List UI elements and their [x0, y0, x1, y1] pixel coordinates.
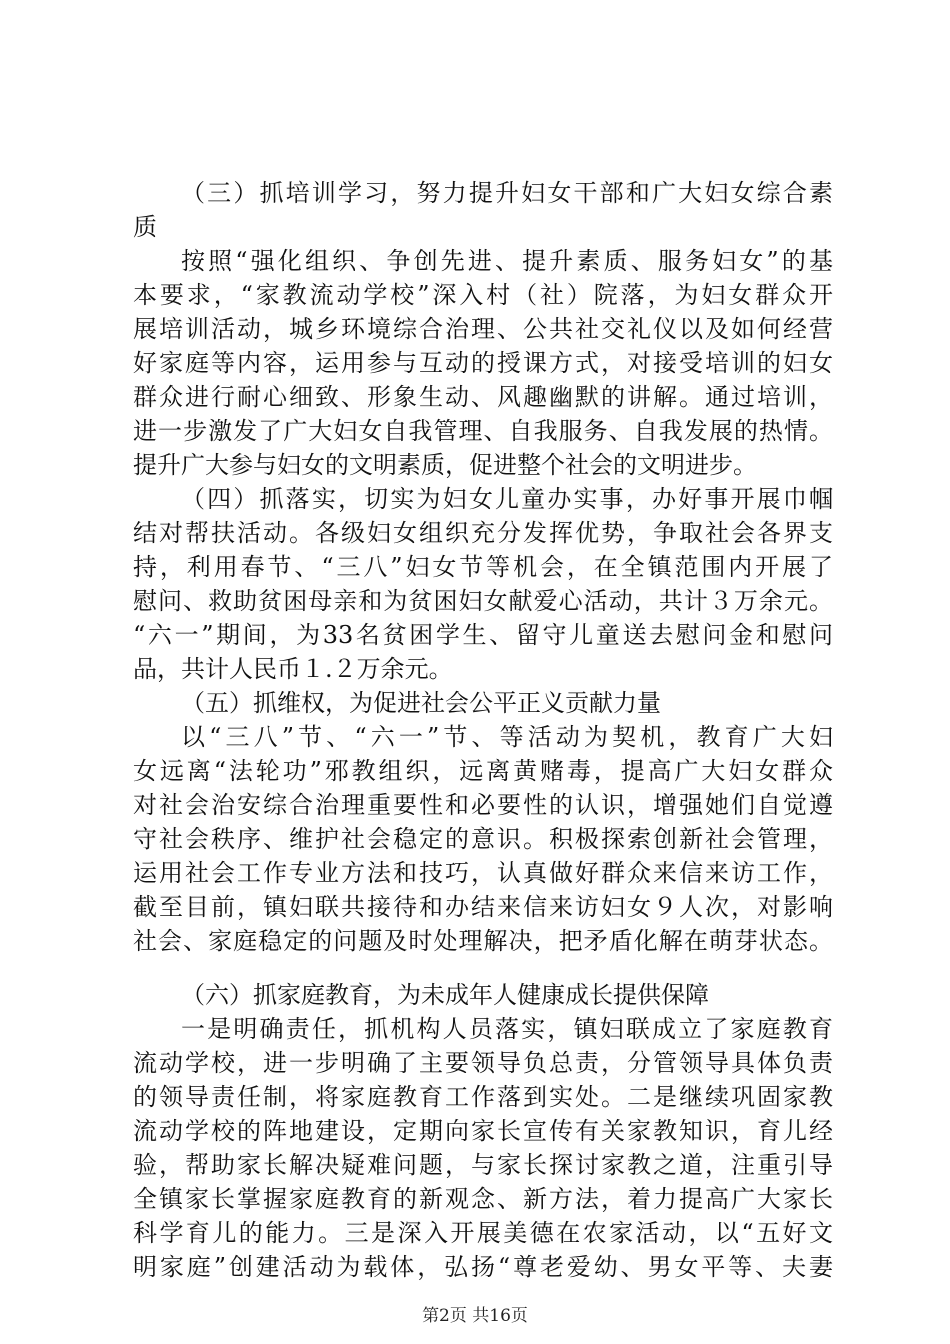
- paragraph-line: 社会、家庭稳定的问题及时处理解决，把矛盾化解在萌芽状态。: [133, 927, 833, 955]
- page-footer: 第2页 共16页: [422, 1306, 528, 1326]
- paragraph-line: 一是明确责任，抓机构人员落实，镇妇联成立了家庭教育: [181, 1015, 833, 1043]
- paragraph-line: 的领导责任制，将家庭教育工作落到实处。二是继续巩固家教: [133, 1083, 833, 1111]
- heading-section-3: （三）抓培训学习，努力提升妇女干部和广大妇女综合素: [181, 179, 833, 207]
- paragraph-line: 持，利用春节、“三八”妇女节等机会，在全镇范围内开展了: [133, 553, 833, 581]
- paragraph-line: 全镇家长掌握家庭教育的新观念、新方法，着力提高广大家长: [133, 1185, 833, 1213]
- paragraph-line: 守社会秩序、维护社会稳定的意识。积极探索创新社会管理，: [133, 825, 833, 853]
- paragraph-line: 好家庭等内容，运用参与互动的授课方式，对接受培训的妇女: [133, 349, 833, 377]
- paragraph-line: 流动学校的阵地建设，定期向家长宣传有关家教知识，育儿经: [133, 1117, 833, 1145]
- paragraph-line: 按照“强化组织、争创先进、提升素质、服务妇女”的基: [181, 247, 833, 275]
- paragraph-line: 群众进行耐心细致、形象生动、风趣幽默的讲解。通过培训，: [133, 383, 833, 411]
- heading-section-3-cont: 质: [133, 213, 157, 241]
- paragraph-line: 女远离“法轮功”邪教组织，远离黄赌毒，提高广大妇女群众: [133, 757, 833, 785]
- paragraph-line: 运用社会工作专业方法和技巧，认真做好群众来信来访工作，: [133, 859, 833, 887]
- paragraph-line: 慰问、救助贫困母亲和为贫困妇女献爱心活动，共计３万余元。: [133, 587, 833, 615]
- heading-section-6: （六）抓家庭教育，为未成年人健康成长提供保障: [181, 981, 709, 1009]
- paragraph-line: 品，共计人民币１.２万余元。: [133, 655, 453, 683]
- paragraph-line: 进一步激发了广大妇女自我管理、自我服务、自我发展的热情。: [133, 417, 833, 445]
- paragraph-line: 以“三八”节、“六一”节、等活动为契机，教育广大妇: [181, 723, 833, 751]
- paragraph-line: 明家庭”创建活动为载体，弘扬“尊老爱幼、男女平等、夫妻: [133, 1253, 833, 1281]
- paragraph-line: 对社会治安综合治理重要性和必要性的认识，增强她们自觉遵: [133, 791, 833, 819]
- paragraph-line: 展培训活动，城乡环境综合治理、公共社交礼仪以及如何经营: [133, 315, 833, 343]
- paragraph-line: 截至目前，镇妇联共接待和办结来信来访妇女９人次，对影响: [133, 893, 833, 921]
- paragraph-line: 本要求，“家教流动学校”深入村（社）院落，为妇女群众开: [133, 281, 833, 309]
- heading-section-5: （五）抓维权，为促进社会公平正义贡献力量: [181, 689, 661, 717]
- paragraph-line: 验，帮助家长解决疑难问题，与家长探讨家教之道，注重引导: [133, 1151, 833, 1179]
- paragraph-line: 科学育儿的能力。三是深入开展美德在农家活动，以“五好文: [133, 1219, 833, 1247]
- paragraph-line: 流动学校，进一步明确了主要领导负总责，分管领导具体负责: [133, 1049, 833, 1077]
- paragraph-line: 结对帮扶活动。各级妇女组织充分发挥优势，争取社会各界支: [133, 519, 833, 547]
- paragraph-line: “六一”期间，为33名贫困学生、留守儿童送去慰问金和慰问: [133, 621, 833, 649]
- paragraph-line: 提升广大参与妇女的文明素质，促进整个社会的文明进步。: [133, 451, 757, 479]
- heading-section-4: （四）抓落实，切实为妇女儿童办实事，办好事开展巾帼: [181, 485, 833, 513]
